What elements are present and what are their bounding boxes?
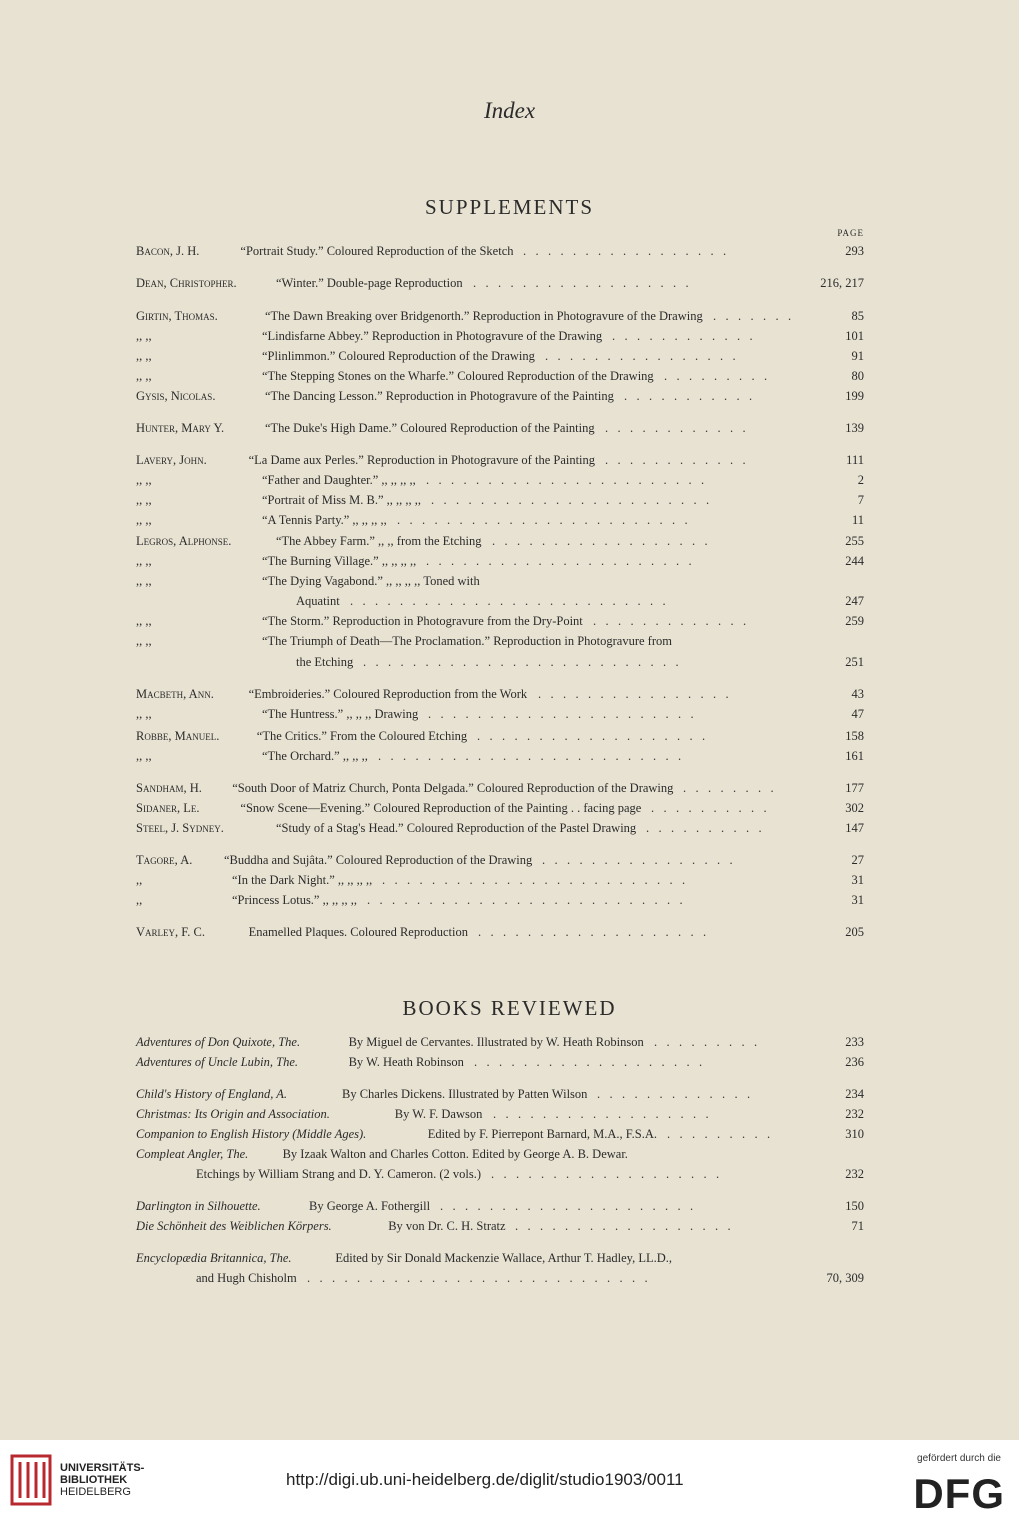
artist-name: ,, ,,	[136, 473, 152, 487]
page-number: 111	[846, 453, 864, 467]
dot-leader: . . . . . . . . . . . . . . . . . . . . . . . . .	[382, 873, 686, 887]
artist-name: ,, ,,	[136, 554, 152, 568]
dot-leader: . . . . . . . . . . . . . . . . . . . . . . . . . . . .	[307, 1271, 648, 1285]
artist-name: Sandham, H.	[136, 781, 202, 795]
artist-name: Sidaner, Le.	[136, 801, 200, 815]
entry-description: “In the Dark Night.” ,, ,, ,, ,,	[232, 873, 373, 887]
entry-description: “Lindisfarne Abbey.” Reproduction in Photogravure of the Drawing	[262, 329, 603, 343]
page-number: 2	[857, 473, 864, 487]
index-entry	[136, 728, 864, 745]
page-number: 234	[845, 1087, 864, 1101]
dot-leader: . . . . . . . . . . . .	[605, 453, 746, 467]
supplements-heading: SUPPLEMENTS	[424, 195, 595, 219]
dot-leader: . . . . . . . . . . . . . . . . . . . . . . . .	[397, 513, 688, 527]
dot-leader: . . . . . . . . . . .	[624, 389, 753, 403]
index-entry	[136, 1218, 864, 1235]
dot-leader: . . . . . . . . .	[667, 1127, 771, 1141]
index-entry	[136, 1166, 864, 1183]
index-entry	[136, 633, 864, 650]
page-number: 91	[851, 349, 864, 363]
page-number: 80	[851, 369, 864, 383]
artist-name: Girtin, Thomas.	[136, 309, 218, 323]
entry-description: By Izaak Walton and Charles Cotton. Edited by George A. B. Dewar.	[282, 1147, 628, 1161]
index-entry	[136, 800, 864, 817]
dot-leader: . . . . . . . . . . . . . . . . . . .	[491, 1167, 720, 1181]
entry-description: “Study of a Stag's Head.” Coloured Reproduction of the Pastel Drawing	[276, 821, 637, 835]
page-number: 70, 309	[826, 1271, 864, 1285]
page-number: 232	[845, 1167, 864, 1181]
index-entry	[136, 1086, 864, 1103]
index-entry	[136, 686, 864, 703]
dot-leader: . . . . . . . . . . . . .	[593, 614, 747, 628]
index-entry	[136, 420, 864, 437]
artist-name: ,, ,,	[136, 369, 152, 383]
artist-name: Hunter, Mary Y.	[136, 421, 225, 435]
page-number: 7	[857, 493, 864, 507]
dot-leader: . . . . . . . . .	[664, 369, 768, 383]
page-number: 31	[851, 873, 864, 887]
dot-leader: . . . . . . . . . . . . . . . .	[545, 349, 736, 363]
index-entry	[136, 1198, 864, 1215]
index-entry	[136, 308, 864, 325]
dot-leader: . . . . . . . . . . . .	[612, 329, 753, 343]
dot-leader: . . . . . . . . . . . . . . . . . . . . . .	[426, 554, 692, 568]
dot-leader: . . . . . . . . . . . .	[605, 421, 746, 435]
dot-leader: . . . . . . . .	[683, 781, 774, 795]
entry-description: and Hugh Chisholm	[196, 1271, 297, 1285]
dot-leader: . . . . . . . . . . . . . . . . . . . . . .	[428, 707, 694, 721]
entry-description: “A Tennis Party.” ,, ,, ,, ,,	[262, 513, 387, 527]
entry-description: “The Abbey Farm.” ,, ,, from the Etching	[276, 534, 482, 548]
dot-leader: . . . . . . .	[713, 309, 792, 323]
index-entry	[136, 852, 864, 869]
index-entry	[136, 472, 864, 489]
page-number: 147	[845, 821, 864, 835]
page-number: 236	[845, 1055, 864, 1069]
dot-leader: . . . . . . . . . .	[651, 801, 767, 815]
index-entry	[136, 1106, 864, 1123]
index-entry	[136, 512, 864, 529]
index-entry	[136, 748, 864, 765]
index-entry	[136, 1034, 864, 1051]
artist-name: ,, ,,	[136, 513, 152, 527]
artist-name: ,,	[136, 873, 143, 887]
index-entry	[136, 533, 864, 550]
artist-name: Lavery, John.	[136, 453, 207, 467]
dot-leader: . . . . . . . . . . . . . . . .	[538, 687, 729, 701]
entry-description: “The Duke's High Dame.” Coloured Reproduction of the Painting	[265, 421, 595, 435]
entry-description: “The Orchard.” ,, ,, ,,	[262, 749, 368, 763]
entry-description: “The Dawn Breaking over Bridgenorth.” Reproduction in Photogravure of the Drawing	[265, 309, 703, 323]
dot-leader: . . . . . . . . . . . . . . . .	[542, 853, 733, 867]
book-title: Adventures of Uncle Lubin, The.	[136, 1055, 299, 1069]
entry-description: Edited by Sir Donald Mackenzie Wallace, Arthur T. Hadley, LL.D.,	[335, 1251, 673, 1265]
index-entry	[136, 654, 864, 671]
index-entry	[136, 892, 864, 909]
entry-description: By W. F. Dawson	[394, 1107, 483, 1121]
entry-description: “The Dancing Lesson.” Reproduction in Photogravure of the Painting	[265, 389, 614, 403]
page-number: 232	[845, 1107, 864, 1121]
index-entry	[136, 1126, 864, 1143]
library-name: UNIVERSITÄTS- BIBLIOTHEK HEIDELBERG	[60, 1462, 145, 1498]
entry-description: Etchings by William Strang and D. Y. Cameron. (2 vols.)	[196, 1167, 481, 1181]
university-library-logo-icon	[10, 1454, 52, 1506]
index-entry	[136, 593, 864, 610]
entry-description: By George A. Fothergill	[309, 1199, 431, 1213]
book-title: Companion to English History (Middle Ages).	[136, 1127, 367, 1141]
artist-name: ,, ,,	[136, 614, 152, 628]
artist-name: ,, ,,	[136, 574, 152, 588]
artist-name: ,, ,,	[136, 329, 152, 343]
index-entry	[136, 328, 864, 345]
page-number: 199	[845, 389, 864, 403]
page-number: 47	[851, 707, 864, 721]
dot-leader: . . . . . . . . . . . . . . . . . . . . .	[440, 1199, 694, 1213]
page-number: 71	[851, 1219, 864, 1233]
entry-description: “Embroideries.” Coloured Reproduction from the Work	[248, 687, 528, 701]
index-entry	[136, 780, 864, 797]
page-number: 310	[845, 1127, 864, 1141]
page-title: Index	[483, 98, 536, 123]
entry-description: Edited by F. Pierrepont Barnard, M.A., F.S.A.	[427, 1127, 658, 1141]
index-entry	[136, 388, 864, 405]
dot-leader: . . . . . . . . . . . . . . . . . .	[515, 1219, 731, 1233]
dot-leader: . . . . . . . . . . . . . . . . . .	[473, 276, 689, 290]
page-number: 11	[851, 513, 864, 527]
artist-name: ,, ,,	[136, 707, 152, 721]
dot-leader: . . . . . . . . . . . . . . . . . . . . . . . . . .	[350, 594, 666, 608]
index-entry	[136, 924, 864, 941]
entry-description: “Snow Scene—Evening.” Coloured Reproduction of the Painting . . facing page	[240, 801, 642, 815]
page-number: 27	[851, 853, 864, 867]
index-entry	[136, 492, 864, 509]
page-number: 150	[845, 1199, 864, 1213]
artist-name: Gysis, Nicolas.	[136, 389, 216, 403]
dot-leader: . . . . . . . . . .	[646, 821, 762, 835]
source-url-link[interactable]: http://digi.ub.uni-heidelberg.de/diglit/studio1903/0011	[286, 1470, 684, 1489]
index-entry	[136, 820, 864, 837]
page-number: 244	[845, 554, 864, 568]
index-entry	[136, 1250, 864, 1267]
book-title: Die Schönheit des Weiblichen Körpers.	[136, 1219, 332, 1233]
artist-name: Varley, F. C.	[136, 925, 205, 939]
page-number: 101	[845, 329, 864, 343]
dot-leader: . . . . . . . . . . . . . . . . . . .	[478, 925, 707, 939]
entry-description: “Father and Daughter.” ,, ,, ,, ,,	[262, 473, 416, 487]
entry-description: “Princess Lotus.” ,, ,, ,, ,,	[232, 893, 357, 907]
page-number: 205	[845, 925, 864, 939]
index-entry	[136, 275, 864, 292]
entry-description: “Buddha and Sujâta.” Coloured Reproduction of the Drawing	[224, 853, 533, 867]
dot-leader: . . . . . . . . . . . . . . . . . . .	[477, 729, 706, 743]
index-entry	[136, 243, 864, 260]
entry-description: Enamelled Plaques. Coloured Reproduction	[248, 925, 468, 939]
entry-description: the Etching	[296, 655, 354, 669]
entry-description: “The Huntress.” ,, ,, ,, Drawing	[262, 707, 419, 721]
dot-leader: . . . . . . . . . . . . . . . . .	[523, 244, 727, 258]
index-entry	[136, 573, 864, 590]
artist-name: ,, ,,	[136, 749, 152, 763]
entry-description: “The Stepping Stones on the Wharfe.” Coloured Reproduction of the Drawing	[262, 369, 654, 383]
dfg-logo: DFG	[913, 1470, 1005, 1517]
dot-leader: . . . . . . . . . . . . . . . . . .	[492, 534, 708, 548]
dot-leader: . . . . . . . . . . . . . . . . . . . . . . . . . .	[367, 893, 683, 907]
page-number: 139	[845, 421, 864, 435]
index-entry	[136, 368, 864, 385]
footer-bar	[0, 1440, 1019, 1520]
book-title: Christmas: Its Origin and Association.	[136, 1107, 330, 1121]
dot-leader: . . . . . . . . . . . . . . . . . . . . . . .	[431, 493, 710, 507]
page-number: 251	[845, 655, 864, 669]
entry-description: “The Dying Vagabond.” ,, ,, ,, ,, Toned with	[262, 574, 480, 588]
entry-description: “Plinlimmon.” Coloured Reproduction of the Drawing	[262, 349, 535, 363]
book-title: Compleat Angler, The.	[136, 1147, 249, 1161]
page-number: 247	[845, 594, 864, 608]
book-title: Adventures of Don Quixote, The.	[136, 1035, 301, 1049]
funded-by-label: gefördert durch die	[917, 1453, 1001, 1464]
entry-description: “Winter.” Double-page Reproduction	[276, 276, 463, 290]
index-entry	[136, 348, 864, 365]
index-entry	[136, 553, 864, 570]
entry-description: Aquatint	[296, 594, 340, 608]
artist-name: Steel, J. Sydney.	[136, 821, 224, 835]
artist-name: Macbeth, Ann.	[136, 687, 214, 701]
artist-name: ,, ,,	[136, 349, 152, 363]
dot-leader: . . . . . . . . . . . . . . . . . . . . . . . . . .	[363, 655, 679, 669]
index-entry	[136, 706, 864, 723]
index-entry	[136, 1146, 864, 1163]
dot-leader: . . . . . . . . . . . . . . . . . . .	[474, 1055, 703, 1069]
entry-description: “The Triumph of Death—The Proclamation.” Reproduction in Photogravure from	[262, 634, 672, 648]
page-number: 233	[845, 1035, 864, 1049]
page-number: 31	[851, 893, 864, 907]
dot-leader: . . . . . . . . . . . . . . . . . . . . . . .	[426, 473, 705, 487]
page-number: 43	[851, 687, 864, 701]
artist-name: ,, ,,	[136, 634, 152, 648]
page-number: 293	[845, 244, 864, 258]
index-entry	[136, 1270, 864, 1287]
entry-description: “The Burning Village.” ,, ,, ,, ,,	[262, 554, 417, 568]
entry-description: “La Dame aux Perles.” Reproduction in Photogravure of the Painting	[248, 453, 596, 467]
index-entry	[136, 613, 864, 630]
book-title: Darlington in Silhouette.	[136, 1199, 261, 1213]
index-entry	[136, 452, 864, 469]
entry-description: “Portrait of Miss M. B.” ,, ,, ,, ,,	[262, 493, 422, 507]
page-number: 161	[845, 749, 864, 763]
page-number: 216, 217	[820, 276, 864, 290]
page-number: 259	[845, 614, 864, 628]
entry-description: By Charles Dickens. Illustrated by Patten Wilson	[342, 1087, 588, 1101]
dot-leader: . . . . . . . . .	[654, 1035, 758, 1049]
page-number: 85	[851, 309, 864, 323]
artist-name: Legros, Alphonse.	[136, 534, 232, 548]
artist-name: ,,	[136, 893, 143, 907]
artist-name: Dean, Christopher.	[136, 276, 237, 290]
book-title: Child's History of England, A.	[136, 1087, 288, 1101]
index-entry	[136, 1054, 864, 1071]
artist-name: Bacon, J. H.	[136, 244, 200, 258]
page-number: 158	[845, 729, 864, 743]
dot-leader: . . . . . . . . . . . . .	[597, 1087, 751, 1101]
entry-description: By W. Heath Robinson	[348, 1055, 464, 1069]
artist-name: Robbe, Manuel.	[136, 729, 220, 743]
page-column-label: PAGE	[837, 228, 864, 238]
books-reviewed-heading: BOOKS REVIEWED	[402, 996, 617, 1020]
page-number: 177	[845, 781, 864, 795]
book-title: Encyclopædia Britannica, The.	[136, 1251, 292, 1265]
dot-leader: . . . . . . . . . . . . . . . . . .	[493, 1107, 709, 1121]
entry-description: “The Critics.” From the Coloured Etching	[256, 729, 468, 743]
page-number: 255	[845, 534, 864, 548]
artist-name: Tagore, A.	[136, 853, 193, 867]
dot-leader: . . . . . . . . . . . . . . . . . . . . . . . . .	[378, 749, 682, 763]
entry-description: By von Dr. C. H. Stratz	[388, 1219, 506, 1233]
page-number: 302	[845, 801, 864, 815]
index-entry	[136, 872, 864, 889]
entry-description: “Portrait Study.” Coloured Reproduction of the Sketch	[240, 244, 514, 258]
entry-description: “The Storm.” Reproduction in Photogravure from the Dry-Point	[262, 614, 583, 628]
entry-description: By Miguel de Cervantes. Illustrated by W. Heath Robinson	[348, 1035, 644, 1049]
entry-description: “South Door of Matriz Church, Ponta Delgada.” Coloured Reproduction of the Drawing	[232, 781, 674, 795]
artist-name: ,, ,,	[136, 493, 152, 507]
